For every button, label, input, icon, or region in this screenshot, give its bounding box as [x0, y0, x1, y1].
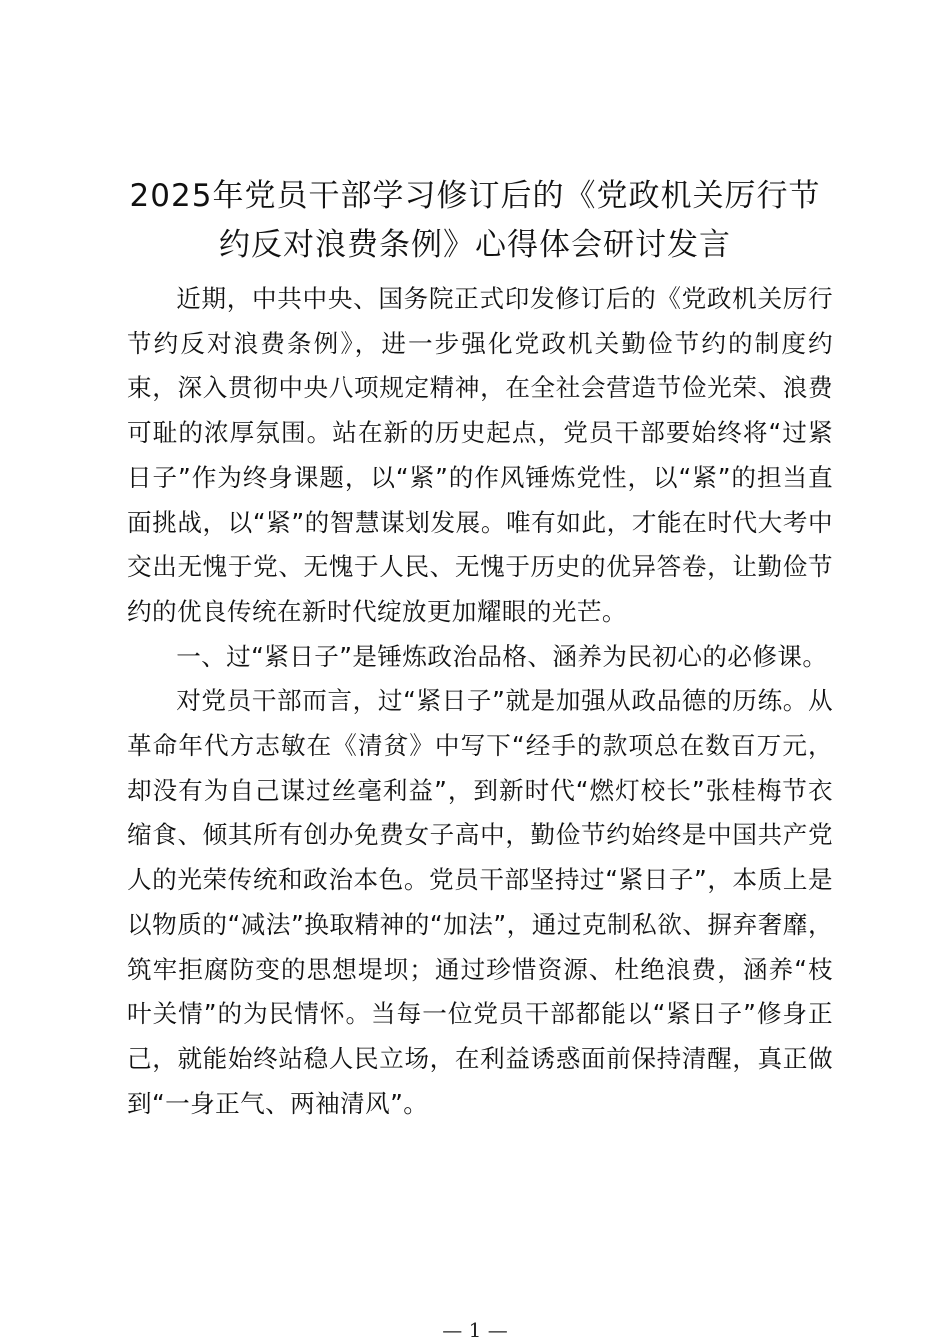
page-number: — 1 —	[442, 1318, 508, 1342]
intro-paragraph: 近期，中共中央、国务院正式印发修订后的《党政机关厉行节约反对浪费条例》，进一步强化党政机关勤俭节约的制度约束，深入贯彻中央八项规定精神，在全社会营造节俭光荣、浪费可耻的浓厚氛围。站在新的历史起点，党员干部要始终将“过紧日子”作为终身课题，以“紧”的作风锤炼党性，以“紧”的担当直面挑战，以“紧”的智慧谋划发展。唯有如此，才能在时代大考中交出无愧于党、无愧于人民、无愧于历史的优异答卷，让勤俭节约的优良传统在新时代绽放更加耀眼的光芒。	[127, 284, 833, 626]
section-paragraph: 对党员干部而言，过“紧日子”就是加强从政品德的历练。从革命年代方志敏在《清贫》中写下“经手的款项总在数百万元，却没有为自己谋过丝毫利益”，到新时代“燃灯校长”张桂梅节衣缩食、倾其所有创办免费女子高中，勤俭节约始终是中国共产党人的光荣传统和政治本色。党员干部坚持过“紧日子”，本质上是以物质的“减法”换取精神的“加法”，通过克制私欲、摒弃奢靡，筑牢拒腐防变的思想堤坝；通过珍惜资源、杜绝浪费，涵养“枝叶关情”的为民情怀。当每一位党员干部都能以“紧日子”修身正己，就能始终站稳人民立场，在利益诱惑面前保持清醒，真正做到“一身正气、两袖清风”。	[127, 686, 833, 1118]
document-body	[127, 277, 833, 1126]
section-heading: 一、过“紧日子”是锤炼政治品格、涵养为民初心的必修课。	[176, 641, 828, 671]
document-title: 2025年党员干部学习修订后的《党政机关厉行节约反对浪费条例》心得体会研讨发言	[129, 178, 821, 263]
